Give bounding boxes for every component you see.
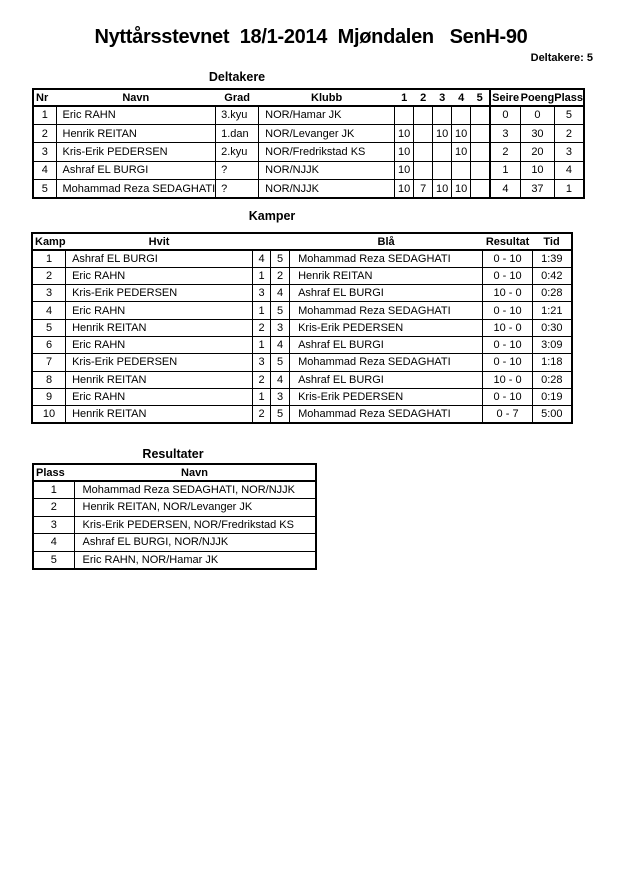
kamper-row bbox=[32, 388, 572, 405]
kamper-cell-hvit: Eric RAHN bbox=[66, 302, 253, 319]
deltakere-cell-poeng: 10 bbox=[521, 161, 555, 179]
kamper-cell-bla-nr: 5 bbox=[271, 406, 290, 423]
kamper-cell-bla-nr: 3 bbox=[271, 319, 290, 336]
deltakere-section-heading: Deltakere bbox=[208, 70, 266, 84]
deltakere-cell-grad: 3.kyu bbox=[216, 106, 259, 124]
kamper-row bbox=[32, 302, 572, 319]
deltakere-cell-plass: 4 bbox=[554, 161, 584, 179]
deltakere-header-plass: Plass bbox=[554, 89, 584, 106]
kamper-cell-bla: Kris-Erik PEDERSEN bbox=[290, 319, 483, 336]
kamper-cell-bla-nr: 4 bbox=[271, 285, 290, 302]
kamper-row bbox=[32, 267, 572, 284]
deltakere-row bbox=[33, 124, 584, 142]
kamper-cell-hvit: Kris-Erik PEDERSEN bbox=[66, 285, 253, 302]
deltakere-cell-match-2 bbox=[414, 124, 433, 142]
resultater-cell-navn: Kris-Erik PEDERSEN, NOR/Fredrikstad KS bbox=[74, 516, 316, 534]
kamper-cell-resultat: 0 - 10 bbox=[483, 302, 533, 319]
kamper-cell-tid: 0:28 bbox=[533, 285, 572, 302]
deltakere-cell-seire: 4 bbox=[490, 180, 521, 198]
deltakere-cell-klubb: NOR/Fredrikstad KS bbox=[259, 143, 395, 161]
resultater-table bbox=[32, 463, 317, 570]
deltakere-cell-seire: 2 bbox=[490, 143, 521, 161]
kamper-cell-resultat: 10 - 0 bbox=[483, 319, 533, 336]
participants-count-label: Deltakere: 5 bbox=[530, 52, 593, 64]
deltakere-cell-match-2 bbox=[414, 161, 433, 179]
kamper-cell-kamp: 2 bbox=[32, 267, 66, 284]
kamper-cell-bla-nr: 5 bbox=[271, 302, 290, 319]
deltakere-header-match-1: 1 bbox=[395, 89, 414, 106]
kamper-header-tid: Tid bbox=[533, 233, 572, 250]
kamper-header-bla: Blå bbox=[290, 233, 483, 250]
deltakere-cell-grad: 2.kyu bbox=[216, 143, 259, 161]
deltakere-header-match-3: 3 bbox=[433, 89, 452, 106]
deltakere-header-match-4: 4 bbox=[452, 89, 471, 106]
deltakere-header-navn: Navn bbox=[56, 89, 216, 106]
kamper-cell-tid: 0:19 bbox=[533, 388, 572, 405]
deltakere-cell-nr: 1 bbox=[33, 106, 56, 124]
kamper-cell-hvit: Ashraf EL BURGI bbox=[66, 250, 253, 267]
kamper-header-row bbox=[32, 233, 572, 250]
deltakere-cell-match-3: 10 bbox=[433, 124, 452, 142]
resultater-row bbox=[33, 551, 316, 569]
deltakere-header-match-5: 5 bbox=[471, 89, 490, 106]
kamper-cell-hvit-nr: 4 bbox=[253, 250, 271, 267]
deltakere-cell-plass: 2 bbox=[554, 124, 584, 142]
kamper-cell-tid: 5:00 bbox=[533, 406, 572, 423]
kamper-cell-hvit: Henrik REITAN bbox=[66, 406, 253, 423]
kamper-cell-resultat: 0 - 10 bbox=[483, 354, 533, 371]
kamper-cell-hvit: Henrik REITAN bbox=[66, 319, 253, 336]
kamper-cell-bla: Mohammad Reza SEDAGHATI bbox=[290, 250, 483, 267]
kamper-cell-bla: Mohammad Reza SEDAGHATI bbox=[290, 302, 483, 319]
kamper-cell-kamp: 1 bbox=[32, 250, 66, 267]
deltakere-cell-match-5 bbox=[471, 124, 490, 142]
deltakere-cell-match-3 bbox=[433, 161, 452, 179]
resultater-cell-plass: 4 bbox=[33, 534, 74, 552]
kamper-cell-tid: 3:09 bbox=[533, 336, 572, 353]
deltakere-cell-match-1: 10 bbox=[395, 180, 414, 198]
kamper-cell-bla-nr: 5 bbox=[271, 354, 290, 371]
kamper-cell-hvit-nr: 1 bbox=[253, 336, 271, 353]
kamper-cell-kamp: 3 bbox=[32, 285, 66, 302]
kamper-cell-bla: Mohammad Reza SEDAGHATI bbox=[290, 406, 483, 423]
deltakere-header-poeng: Poeng bbox=[521, 89, 555, 106]
resultater-row bbox=[33, 534, 316, 552]
kamper-cell-bla-nr: 2 bbox=[271, 267, 290, 284]
kamper-row bbox=[32, 319, 572, 336]
resultater-row bbox=[33, 499, 316, 517]
kamper-cell-hvit-nr: 2 bbox=[253, 319, 271, 336]
kamper-cell-hvit-nr: 2 bbox=[253, 406, 271, 423]
kamper-row bbox=[32, 354, 572, 371]
kamper-cell-hvit: Eric RAHN bbox=[66, 336, 253, 353]
deltakere-cell-navn: Eric RAHN bbox=[56, 106, 216, 124]
deltakere-row bbox=[33, 180, 584, 198]
resultater-header-navn: Navn bbox=[74, 464, 316, 481]
deltakere-cell-klubb: NOR/NJJK bbox=[259, 180, 395, 198]
deltakere-cell-navn: Kris-Erik PEDERSEN bbox=[56, 143, 216, 161]
kamper-cell-hvit: Henrik REITAN bbox=[66, 371, 253, 388]
deltakere-header-klubb: Klubb bbox=[259, 89, 395, 106]
resultater-cell-plass: 2 bbox=[33, 499, 74, 517]
deltakere-cell-match-5 bbox=[471, 106, 490, 124]
kamper-cell-tid: 0:28 bbox=[533, 371, 572, 388]
kamper-header-spacer-2 bbox=[271, 233, 290, 250]
kamper-header-spacer-1 bbox=[253, 233, 271, 250]
kamper-cell-bla-nr: 4 bbox=[271, 371, 290, 388]
deltakere-cell-seire: 3 bbox=[490, 124, 521, 142]
deltakere-cell-klubb: NOR/NJJK bbox=[259, 161, 395, 179]
kamper-row bbox=[32, 285, 572, 302]
kamper-cell-kamp: 8 bbox=[32, 371, 66, 388]
kamper-cell-tid: 1:18 bbox=[533, 354, 572, 371]
deltakere-cell-match-4: 10 bbox=[452, 180, 471, 198]
resultater-header-row bbox=[33, 464, 316, 481]
deltakere-header-match-2: 2 bbox=[414, 89, 433, 106]
page-title: Nyttårsstevnet 18/1-2014 Mjøndalen SenH-90 bbox=[94, 26, 528, 48]
deltakere-cell-poeng: 0 bbox=[521, 106, 555, 124]
kamper-cell-resultat: 0 - 10 bbox=[483, 336, 533, 353]
resultater-cell-plass: 1 bbox=[33, 481, 74, 499]
deltakere-row bbox=[33, 161, 584, 179]
deltakere-cell-match-3 bbox=[433, 143, 452, 161]
kamper-cell-kamp: 7 bbox=[32, 354, 66, 371]
kamper-cell-hvit: Eric RAHN bbox=[66, 388, 253, 405]
kamper-section-heading: Kamper bbox=[248, 209, 296, 223]
deltakere-header-seire: Seire bbox=[490, 89, 521, 106]
resultater-cell-plass: 5 bbox=[33, 551, 74, 569]
deltakere-cell-plass: 3 bbox=[554, 143, 584, 161]
kamper-table bbox=[31, 232, 573, 424]
kamper-row bbox=[32, 250, 572, 267]
deltakere-cell-navn: Mohammad Reza SEDAGHATI bbox=[56, 180, 216, 198]
deltakere-cell-match-4: 10 bbox=[452, 124, 471, 142]
deltakere-cell-match-1 bbox=[395, 106, 414, 124]
kamper-cell-hvit-nr: 2 bbox=[253, 371, 271, 388]
resultater-cell-navn: Mohammad Reza SEDAGHATI, NOR/NJJK bbox=[74, 481, 316, 499]
kamper-cell-hvit-nr: 3 bbox=[253, 285, 271, 302]
resultater-section-heading: Resultater bbox=[142, 447, 204, 461]
kamper-cell-bla: Ashraf EL BURGI bbox=[290, 336, 483, 353]
deltakere-cell-match-4 bbox=[452, 106, 471, 124]
deltakere-cell-grad: ? bbox=[216, 161, 259, 179]
deltakere-cell-match-5 bbox=[471, 180, 490, 198]
resultater-cell-navn: Ashraf EL BURGI, NOR/NJJK bbox=[74, 534, 316, 552]
deltakere-cell-match-5 bbox=[471, 161, 490, 179]
deltakere-table bbox=[32, 88, 585, 199]
deltakere-row bbox=[33, 143, 584, 161]
resultater-cell-navn: Eric RAHN, NOR/Hamar JK bbox=[74, 551, 316, 569]
kamper-cell-tid: 1:21 bbox=[533, 302, 572, 319]
deltakere-cell-match-4: 10 bbox=[452, 143, 471, 161]
kamper-row bbox=[32, 371, 572, 388]
kamper-cell-resultat: 0 - 10 bbox=[483, 250, 533, 267]
deltakere-header-row bbox=[33, 89, 584, 106]
kamper-cell-hvit-nr: 1 bbox=[253, 302, 271, 319]
kamper-header-kamp: Kamp bbox=[32, 233, 66, 250]
deltakere-cell-klubb: NOR/Hamar JK bbox=[259, 106, 395, 124]
kamper-header-hvit: Hvit bbox=[66, 233, 253, 250]
kamper-cell-tid: 0:30 bbox=[533, 319, 572, 336]
deltakere-cell-match-1: 10 bbox=[395, 143, 414, 161]
kamper-cell-resultat: 0 - 7 bbox=[483, 406, 533, 423]
deltakere-cell-match-3: 10 bbox=[433, 180, 452, 198]
deltakere-cell-match-2 bbox=[414, 143, 433, 161]
kamper-cell-hvit-nr: 1 bbox=[253, 388, 271, 405]
deltakere-cell-navn: Ashraf EL BURGI bbox=[56, 161, 216, 179]
deltakere-header-nr: Nr bbox=[33, 89, 56, 106]
deltakere-cell-nr: 4 bbox=[33, 161, 56, 179]
deltakere-header-grad: Grad bbox=[216, 89, 259, 106]
deltakere-cell-match-4 bbox=[452, 161, 471, 179]
resultater-cell-navn: Henrik REITAN, NOR/Levanger JK bbox=[74, 499, 316, 517]
kamper-cell-resultat: 10 - 0 bbox=[483, 371, 533, 388]
kamper-row bbox=[32, 336, 572, 353]
kamper-cell-tid: 0:42 bbox=[533, 267, 572, 284]
deltakere-cell-grad: 1.dan bbox=[216, 124, 259, 142]
kamper-cell-bla-nr: 5 bbox=[271, 250, 290, 267]
kamper-cell-kamp: 6 bbox=[32, 336, 66, 353]
kamper-cell-kamp: 9 bbox=[32, 388, 66, 405]
kamper-cell-bla: Ashraf EL BURGI bbox=[290, 285, 483, 302]
deltakere-cell-match-2: 7 bbox=[414, 180, 433, 198]
kamper-cell-resultat: 0 - 10 bbox=[483, 267, 533, 284]
kamper-cell-kamp: 5 bbox=[32, 319, 66, 336]
deltakere-cell-seire: 0 bbox=[490, 106, 521, 124]
kamper-cell-bla: Mohammad Reza SEDAGHATI bbox=[290, 354, 483, 371]
deltakere-cell-nr: 3 bbox=[33, 143, 56, 161]
deltakere-cell-nr: 2 bbox=[33, 124, 56, 142]
kamper-cell-bla-nr: 3 bbox=[271, 388, 290, 405]
deltakere-cell-seire: 1 bbox=[490, 161, 521, 179]
kamper-cell-kamp: 10 bbox=[32, 406, 66, 423]
kamper-cell-kamp: 4 bbox=[32, 302, 66, 319]
deltakere-cell-poeng: 37 bbox=[521, 180, 555, 198]
kamper-cell-bla: Kris-Erik PEDERSEN bbox=[290, 388, 483, 405]
deltakere-cell-plass: 5 bbox=[554, 106, 584, 124]
kamper-cell-hvit-nr: 3 bbox=[253, 354, 271, 371]
deltakere-cell-nr: 5 bbox=[33, 180, 56, 198]
deltakere-cell-poeng: 30 bbox=[521, 124, 555, 142]
deltakere-cell-match-1: 10 bbox=[395, 161, 414, 179]
deltakere-cell-navn: Henrik REITAN bbox=[56, 124, 216, 142]
deltakere-row bbox=[33, 106, 584, 124]
kamper-cell-hvit-nr: 1 bbox=[253, 267, 271, 284]
kamper-header-resultat: Resultat bbox=[483, 233, 533, 250]
kamper-cell-bla: Henrik REITAN bbox=[290, 267, 483, 284]
resultater-header-plass: Plass bbox=[33, 464, 74, 481]
kamper-cell-bla: Ashraf EL BURGI bbox=[290, 371, 483, 388]
kamper-row bbox=[32, 406, 572, 423]
resultater-cell-plass: 3 bbox=[33, 516, 74, 534]
kamper-cell-resultat: 0 - 10 bbox=[483, 388, 533, 405]
deltakere-cell-plass: 1 bbox=[554, 180, 584, 198]
deltakere-cell-klubb: NOR/Levanger JK bbox=[259, 124, 395, 142]
deltakere-cell-match-1: 10 bbox=[395, 124, 414, 142]
kamper-cell-hvit: Eric RAHN bbox=[66, 267, 253, 284]
deltakere-cell-match-5 bbox=[471, 143, 490, 161]
resultater-row bbox=[33, 481, 316, 499]
kamper-cell-resultat: 10 - 0 bbox=[483, 285, 533, 302]
deltakere-cell-poeng: 20 bbox=[521, 143, 555, 161]
deltakere-cell-match-2 bbox=[414, 106, 433, 124]
resultater-row bbox=[33, 516, 316, 534]
kamper-cell-bla-nr: 4 bbox=[271, 336, 290, 353]
deltakere-cell-grad: ? bbox=[216, 180, 259, 198]
kamper-cell-hvit: Kris-Erik PEDERSEN bbox=[66, 354, 253, 371]
deltakere-cell-match-3 bbox=[433, 106, 452, 124]
kamper-cell-tid: 1:39 bbox=[533, 250, 572, 267]
